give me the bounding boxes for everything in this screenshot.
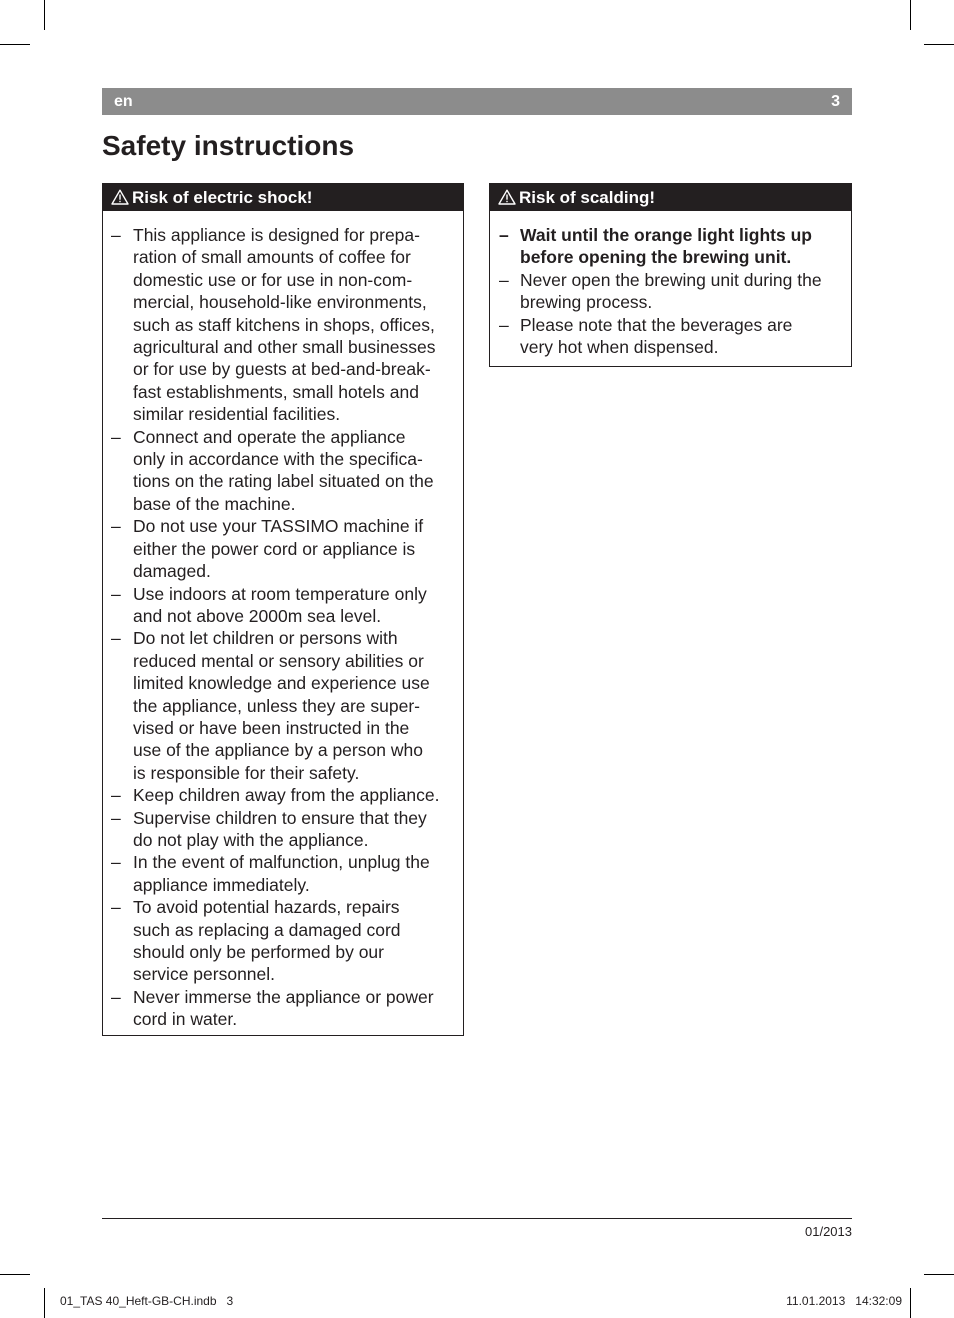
dash-bullet: – (111, 516, 121, 537)
dash-bullet: – (499, 225, 509, 245)
list-item (111, 896, 463, 986)
list-item-line: In the event of malfunction, unplug the (133, 852, 430, 873)
crop-mark (44, 1288, 45, 1318)
dash-bullet: – (111, 807, 121, 828)
print-slug-file: 01_TAS 40_Heft-GB-CH.indb 3 (60, 1294, 234, 1308)
list-item-line: This appliance is designed for prepa- (133, 225, 420, 245)
list-item-line: limited knowledge and experience use (133, 673, 430, 694)
list-item-line: very hot when dispensed. (520, 337, 719, 358)
list-item-line: Use indoors at room temperature only (133, 583, 427, 604)
list-item-line: only in accordance with the specifica- (133, 449, 423, 470)
scalding-header (490, 184, 851, 211)
list-item (111, 426, 463, 516)
list-item (499, 224, 851, 269)
dash-bullet: – (111, 852, 121, 873)
dash-bullet: – (111, 897, 121, 918)
list-item (111, 583, 463, 628)
list-item-line: use of the appliance by a person who (133, 740, 423, 761)
scalding-box (489, 183, 852, 367)
list-item-line: the appliance, unless they are super- (133, 695, 420, 716)
dash-bullet: – (111, 986, 121, 1007)
electric-shock-list (103, 211, 463, 1031)
language-label: en (114, 93, 133, 110)
crop-mark (924, 1274, 954, 1275)
dash-bullet: – (111, 785, 121, 806)
list-item-line: or for use by guests at bed-and-break- (133, 359, 431, 380)
page-number: 3 (831, 93, 840, 110)
list-item-line: reduced mental or sensory abilities or (133, 650, 424, 671)
list-item-line: tions on the rating label situated on the (133, 471, 434, 492)
list-item (111, 515, 463, 582)
scalding-list (490, 211, 851, 358)
list-item-line: base of the machine. (133, 493, 296, 514)
electric-shock-box (102, 183, 464, 1036)
footer-date: 01/2013 (805, 1224, 852, 1239)
list-item-line: do not play with the appliance. (133, 829, 369, 850)
crop-mark (0, 1274, 30, 1275)
page-title: Safety instructions (102, 130, 355, 161)
dash-bullet: – (111, 426, 121, 447)
list-item-line: service personnel. (133, 964, 276, 985)
list-item-line: Wait until the orange light lights up (520, 225, 812, 245)
list-item-line: Do not let children or persons with (133, 628, 398, 649)
list-item-line: domestic use or for use in non-com- (133, 269, 413, 290)
crop-mark (910, 1288, 911, 1318)
list-item-line: ration of small amounts of coffee for (133, 247, 411, 268)
list-item-line: cord in water. (133, 1009, 238, 1030)
list-item (111, 627, 463, 784)
list-item (111, 986, 463, 1031)
list-item (111, 784, 463, 806)
list-item-line: fast establishments, small hotels and (133, 381, 419, 402)
list-item-line: similar residential facilities. (133, 404, 341, 425)
list-item-line: such as replacing a damaged cord (133, 919, 401, 940)
list-item-line: before opening the brewing unit. (520, 247, 792, 268)
crop-mark (44, 0, 45, 30)
scalding-title: Risk of scalding! (519, 188, 656, 207)
warning-triangle-icon (498, 189, 516, 205)
crop-mark (910, 0, 911, 30)
warning-triangle-icon (111, 189, 129, 205)
dash-bullet: – (499, 269, 509, 290)
list-item (111, 224, 463, 426)
list-item-line: damaged. (133, 561, 211, 582)
dash-bullet: – (111, 628, 121, 649)
list-item (111, 807, 463, 852)
list-item (111, 851, 463, 896)
list-item-line: and not above 2000m sea level. (133, 605, 382, 626)
list-item-line: Do not use your TASSIMO machine if (133, 516, 424, 537)
list-item-line: Supervise children to ensure that they (133, 807, 427, 828)
list-item-line: appliance immediately. (133, 874, 310, 895)
list-item-line: Never immerse the appliance or power (133, 986, 434, 1007)
crop-mark (0, 44, 30, 45)
electric-shock-title: Risk of electric shock! (132, 188, 313, 207)
list-item-line: is responsible for their safety. (133, 762, 360, 783)
list-item-line: brewing process. (520, 292, 653, 313)
crop-mark (924, 44, 954, 45)
page-header-bar (102, 88, 852, 115)
dash-bullet: – (499, 314, 509, 335)
list-item-line: To avoid potential hazards, repairs (133, 897, 400, 918)
list-item-line: Never open the brewing unit during the (520, 269, 822, 290)
list-item-line: either the power cord or appliance is (133, 538, 416, 559)
dash-bullet: – (111, 583, 121, 604)
list-item-line: should only be performed by our (133, 942, 384, 962)
dash-bullet: – (111, 225, 121, 245)
list-item (499, 314, 851, 359)
list-item-line: Keep children away from the appliance. (133, 785, 440, 806)
electric-shock-header (103, 184, 463, 211)
list-item-line: Please note that the beverages are (520, 314, 793, 335)
list-item (499, 269, 851, 314)
list-item-line: such as staff kitchens in shops, offices, (133, 314, 435, 335)
print-slug-timestamp: 11.01.2013 14:32:09 (786, 1294, 902, 1308)
list-item-line: mercial, household-like environments, (133, 292, 427, 313)
list-item-line: Connect and operate the appliance (133, 426, 406, 447)
list-item-line: vised or have been instructed in the (133, 717, 410, 738)
list-item-line: agricultural and other small businesses (133, 337, 436, 358)
footer-rule (102, 1218, 852, 1219)
